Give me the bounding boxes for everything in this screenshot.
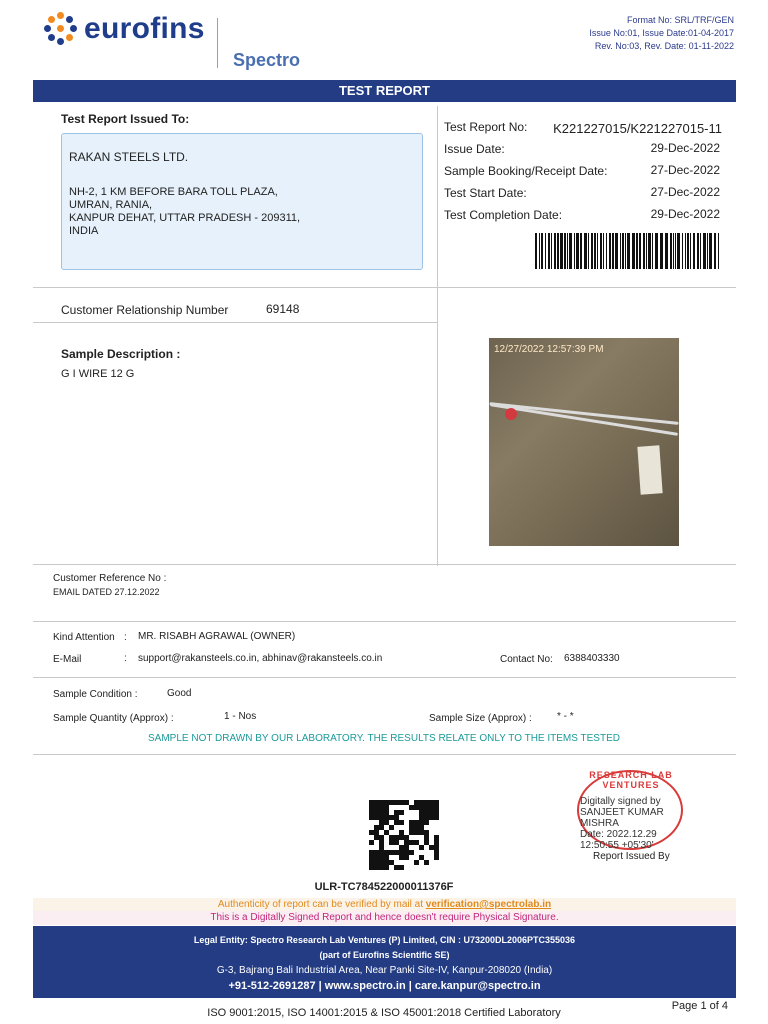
section-divider bbox=[33, 621, 736, 622]
parent-company: (part of Eurofins Scientific SE) bbox=[319, 950, 450, 960]
report-title: TEST REPORT bbox=[33, 80, 736, 102]
issued-to-box bbox=[61, 133, 423, 270]
barcode-bar bbox=[697, 233, 699, 269]
report-barcode bbox=[535, 233, 721, 269]
size-label: Sample Size (Approx) : bbox=[429, 713, 532, 724]
address-line: KANPUR DEHAT, UTTAR PRADESH - 209311, bbox=[69, 212, 301, 224]
barcode-bar bbox=[643, 233, 645, 269]
barcode-bar bbox=[606, 233, 607, 269]
footer-bar bbox=[33, 926, 736, 998]
barcode-bar bbox=[632, 233, 635, 269]
legal-entity: Legal Entity: Spectro Research Lab Ventures (P) Limited, CIN : U73200DL2006PTC355036 bbox=[193, 935, 576, 945]
sample-desc-label: Sample Description : bbox=[61, 347, 181, 361]
barcode-bar bbox=[655, 233, 658, 269]
address-line: UMRAN, RANIA, bbox=[69, 199, 153, 211]
barcode-bar bbox=[639, 233, 641, 269]
sig-line: Digitally signed by bbox=[580, 796, 661, 807]
sample-note: SAMPLE NOT DRAWN BY OUR LABORATORY. THE RESULTS RELATE ONLY TO THE ITEMS TESTED bbox=[148, 733, 620, 744]
column-divider bbox=[437, 106, 438, 566]
cust-ref-label: Customer Reference No : bbox=[53, 573, 167, 584]
barcode-bar bbox=[576, 233, 579, 269]
digital-sign-note: This is a Digitally Signed Report and hence doesn't require Physical Signature. bbox=[33, 911, 736, 925]
barcode-bar bbox=[557, 233, 559, 269]
barcode-bar bbox=[625, 233, 626, 269]
quantity-value: 1 - Nos bbox=[224, 711, 257, 722]
auth-text: Authenticity of report can be verified by mail at bbox=[217, 899, 423, 910]
completion-date-label: Test Completion Date: bbox=[444, 208, 563, 222]
completion-date-value: 29-Dec-2022 bbox=[650, 207, 720, 221]
barcode-bar bbox=[687, 233, 689, 269]
barcode-bar bbox=[567, 233, 568, 269]
issue-no: Issue No:01, Issue Date:01-04-2017 bbox=[589, 28, 734, 38]
address-line: NH-2, 1 KM BEFORE BARA TOLL PLAZA, bbox=[69, 186, 278, 198]
ulr-number: ULR-TC784522000011376F bbox=[314, 881, 454, 893]
attention-colon: : bbox=[124, 632, 127, 643]
barcode-bar bbox=[603, 233, 604, 269]
booking-date-value: 27-Dec-2022 bbox=[650, 163, 720, 177]
sample-desc-value: G I WIRE 12 G bbox=[61, 368, 135, 380]
section-divider bbox=[33, 564, 736, 565]
barcode-bar bbox=[551, 233, 552, 269]
barcode-bar bbox=[615, 233, 618, 269]
contact-value: 6388403330 bbox=[564, 653, 620, 664]
barcode-bar bbox=[612, 233, 614, 269]
barcode-bar bbox=[539, 233, 540, 269]
barcode-bar bbox=[703, 233, 706, 269]
address-line: INDIA bbox=[69, 225, 99, 237]
attention-label: Kind Attention bbox=[53, 632, 115, 643]
sample-tag-knot bbox=[505, 408, 517, 420]
barcode-bar bbox=[707, 233, 708, 269]
sig-line: SANJEET KUMAR bbox=[580, 807, 664, 818]
attention-value: MR. RISABH AGRAWAL (OWNER) bbox=[138, 631, 296, 642]
format-no: Format No: SRL/TRF/GEN bbox=[626, 15, 734, 25]
barcode-bar bbox=[675, 233, 676, 269]
section-divider bbox=[33, 754, 736, 755]
barcode-bar bbox=[636, 233, 638, 269]
logo-text: eurofins bbox=[84, 12, 205, 45]
iso-certification: ISO 9001:2015, ISO 14001:2015 & ISO 45001:2018 Certified Laboratory bbox=[207, 1007, 561, 1019]
eurofins-dots-icon bbox=[44, 12, 78, 46]
format-info bbox=[589, 14, 734, 53]
issue-date-value: 29-Dec-2022 bbox=[650, 141, 720, 155]
digital-signature bbox=[580, 796, 690, 851]
wire-image bbox=[489, 402, 678, 425]
logo-separator bbox=[217, 18, 218, 68]
barcode-bar bbox=[541, 233, 543, 269]
email-label: E-Mail bbox=[53, 654, 82, 665]
barcode-bar bbox=[682, 233, 683, 269]
verification-qr-code bbox=[369, 800, 439, 870]
sample-photo bbox=[489, 338, 679, 546]
crn-value: 69148 bbox=[266, 302, 300, 316]
issue-date-label: Issue Date: bbox=[444, 142, 505, 156]
lab-contacts: +91-512-2691287 | www.spectro.in | care.kanpur@spectro.in bbox=[228, 980, 541, 992]
customer-name: RAKAN STEELS LTD. bbox=[69, 150, 189, 164]
barcode-bar bbox=[588, 233, 589, 269]
barcode-bar bbox=[545, 233, 546, 269]
barcode-bar bbox=[600, 233, 602, 269]
report-no-value: K221227015/K221227015-11 bbox=[553, 121, 722, 136]
barcode-bar bbox=[594, 233, 596, 269]
barcode-bar bbox=[660, 233, 663, 269]
email-colon: : bbox=[124, 653, 127, 664]
lab-address: G-3, Bajrang Bali Industrial Area, Near Panki Site-IV, Kanpur-208020 (India) bbox=[216, 965, 553, 976]
barcode-bar bbox=[685, 233, 686, 269]
start-date-value: 27-Dec-2022 bbox=[650, 185, 720, 199]
photo-timestamp: 12/27/2022 12:57:39 PM bbox=[494, 344, 604, 355]
barcode-bar bbox=[627, 233, 630, 269]
barcode-bar bbox=[652, 233, 653, 269]
booking-date-label: Sample Booking/Receipt Date: bbox=[444, 164, 608, 178]
quantity-label: Sample Quantity (Approx) : bbox=[53, 713, 174, 724]
crn-label: Customer Relationship Number bbox=[61, 303, 229, 317]
barcode-bar bbox=[673, 233, 674, 269]
verification-email-link[interactable]: verification@spectrolab.in bbox=[425, 899, 552, 910]
barcode-bar bbox=[690, 233, 691, 269]
barcode-bar bbox=[622, 233, 624, 269]
section-divider bbox=[33, 677, 736, 678]
barcode-bar bbox=[564, 233, 566, 269]
division-name: Spectro bbox=[233, 50, 301, 70]
page-number: Page 1 of 4 bbox=[671, 1000, 728, 1012]
barcode-bar bbox=[677, 233, 680, 269]
barcode-bar bbox=[591, 233, 593, 269]
cust-ref-value: EMAIL DATED 27.12.2022 bbox=[53, 587, 160, 597]
barcode-bar bbox=[665, 233, 668, 269]
barcode-bar bbox=[620, 233, 621, 269]
condition-label: Sample Condition : bbox=[53, 689, 138, 700]
sig-line: 12:50:55 +05'30' bbox=[580, 840, 654, 851]
barcode-bar bbox=[569, 233, 572, 269]
section-divider bbox=[33, 287, 736, 288]
barcode-bar bbox=[648, 233, 651, 269]
barcode-bar bbox=[560, 233, 563, 269]
issued-by-label: Report Issued By bbox=[593, 851, 670, 862]
issued-to-label: Test Report Issued To: bbox=[61, 112, 190, 126]
barcode-bar bbox=[548, 233, 550, 269]
barcode-bar bbox=[646, 233, 647, 269]
barcode-bar bbox=[535, 233, 537, 269]
barcode-bar bbox=[700, 233, 701, 269]
sample-tag bbox=[637, 445, 662, 494]
seal-text: RESEARCH LAB VENTURES bbox=[589, 770, 673, 790]
section-divider bbox=[33, 322, 438, 323]
customer-address bbox=[69, 186, 415, 238]
authenticity-note bbox=[33, 898, 736, 911]
barcode-bar bbox=[597, 233, 598, 269]
barcode-bar bbox=[609, 233, 611, 269]
barcode-bar bbox=[693, 233, 695, 269]
barcode-bar bbox=[554, 233, 556, 269]
rev-no: Rev. No:03, Rev. Date: 01-11-2022 bbox=[594, 41, 734, 51]
eurofins-logo bbox=[44, 12, 205, 46]
report-no-label: Test Report No: bbox=[444, 120, 528, 134]
barcode-bar bbox=[670, 233, 672, 269]
contact-label: Contact No: bbox=[500, 654, 553, 665]
barcode-bar bbox=[584, 233, 587, 269]
barcode-bar bbox=[580, 233, 582, 269]
email-value: support@rakansteels.co.in, abhinav@rakansteels.co.in bbox=[138, 653, 383, 664]
barcode-bar bbox=[718, 233, 719, 269]
qr-cell bbox=[434, 865, 439, 870]
sig-line: Date: 2022.12.29 bbox=[580, 829, 657, 840]
barcode-bar bbox=[709, 233, 712, 269]
start-date-label: Test Start Date: bbox=[444, 186, 527, 200]
barcode-bar bbox=[574, 233, 575, 269]
condition-value: Good bbox=[167, 688, 192, 699]
sig-line: MISHRA bbox=[580, 818, 619, 829]
size-value: * - * bbox=[557, 711, 574, 722]
barcode-bar bbox=[714, 233, 716, 269]
